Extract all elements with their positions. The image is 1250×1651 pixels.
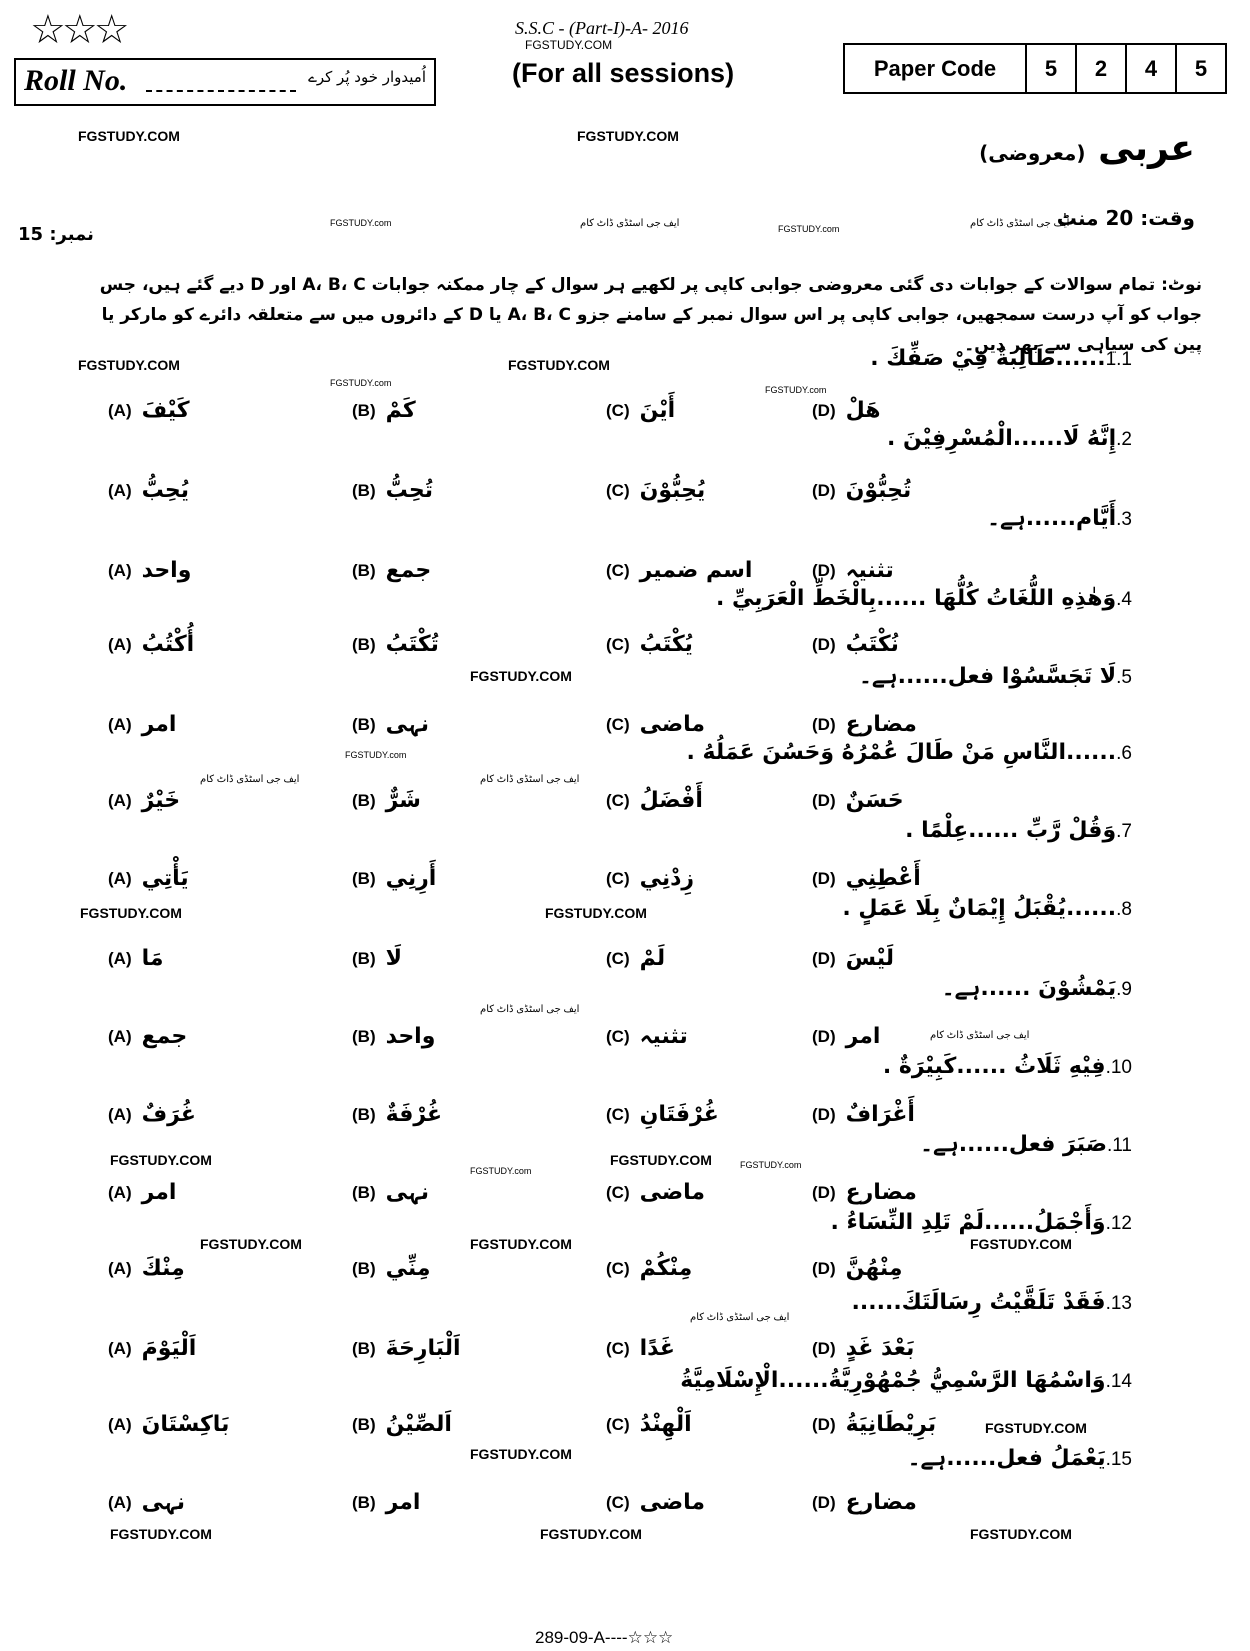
- site-watermark: ایف جی اسٹڈی ڈاٹ کام: [970, 218, 1070, 229]
- option-d[interactable]: [812, 1490, 917, 1515]
- question-text: ......طَالِبَةٌ فِيْ صَفِّكَ .: [870, 346, 1106, 371]
- question-number: 13.: [1105, 1293, 1132, 1314]
- site-watermark: ایف جی اسٹڈی ڈاٹ کام: [930, 1030, 1030, 1041]
- option-c[interactable]: [606, 1490, 705, 1515]
- option-text: كَيْفَ: [141, 398, 190, 423]
- total-marks: نمبر: 15: [18, 224, 94, 245]
- subject-subtitle: (معروضی): [979, 141, 1086, 165]
- question-number: 5.: [1116, 667, 1132, 688]
- option-text: امر: [141, 1180, 177, 1205]
- question-6: [687, 740, 1132, 765]
- site-watermark: FGSTUDY.COM: [110, 1152, 212, 1168]
- option-text: كَمْ: [385, 398, 416, 423]
- option-label: (C): [606, 1258, 630, 1278]
- roll-instruction: اُمیدوار خود پُر کرے: [308, 68, 426, 86]
- option-label: (D): [812, 634, 836, 654]
- option-label: (D): [812, 1492, 836, 1512]
- option-c[interactable]: [606, 712, 705, 737]
- option-text: واحد: [141, 558, 192, 583]
- option-a[interactable]: [108, 866, 189, 891]
- option-text: أُكْتُبُ: [141, 632, 195, 657]
- paper-code-label: Paper Code: [873, 55, 997, 81]
- option-text: مِنْهُنَّ: [845, 1256, 903, 1281]
- question-number: 10.: [1105, 1057, 1132, 1078]
- option-text: تُحِبُّوْنَ: [845, 478, 912, 503]
- option-a[interactable]: [108, 1024, 187, 1049]
- option-text: مضارع: [845, 1490, 917, 1515]
- option-text: نہی: [141, 1490, 186, 1515]
- option-text: ماضی: [639, 1490, 706, 1515]
- site-watermark: ایف جی اسٹڈی ڈاٹ کام: [480, 774, 580, 785]
- option-label: (C): [606, 480, 630, 500]
- option-d[interactable]: [812, 712, 917, 737]
- option-b[interactable]: [352, 478, 433, 503]
- option-label: (C): [606, 1104, 630, 1124]
- option-text: تثنیہ: [845, 558, 894, 583]
- option-c[interactable]: [606, 866, 694, 891]
- option-text: لَا: [385, 946, 402, 971]
- option-text: غُرْفَةٌ: [385, 1102, 443, 1127]
- option-b[interactable]: [352, 1180, 429, 1205]
- question-number: 7.: [1116, 821, 1132, 842]
- option-text: هَلْ: [845, 398, 881, 423]
- question-13: [852, 1290, 1132, 1315]
- option-d[interactable]: [812, 946, 894, 971]
- site-watermark: FGSTUDY.COM: [545, 905, 647, 921]
- question-text: فِيْهِ ثَلَاثُ ......كَبِيْرَةٌ .: [882, 1054, 1106, 1079]
- site-watermark: FGSTUDY.COM: [200, 1236, 302, 1252]
- question-number: 2.: [1116, 429, 1132, 450]
- option-label: (B): [352, 1104, 376, 1124]
- option-label: (A): [108, 560, 132, 580]
- question-text: وَقُلْ رَّبِّ ......عِلْمًا .: [905, 818, 1117, 843]
- option-text: امر: [141, 712, 177, 737]
- question-2: [887, 426, 1132, 451]
- option-text: مِنْكَ: [141, 1256, 185, 1281]
- option-b[interactable]: [352, 1256, 430, 1281]
- option-a[interactable]: [108, 788, 180, 813]
- option-text: شَرٌّ: [385, 788, 421, 813]
- option-label: (B): [352, 634, 376, 654]
- option-text: نہی: [385, 1180, 430, 1205]
- question-14: [680, 1368, 1132, 1393]
- site-watermark: FGSTUDY.com: [330, 218, 392, 228]
- option-c[interactable]: [606, 788, 703, 813]
- option-text: لَيْسَ: [845, 946, 894, 971]
- option-b[interactable]: [352, 558, 431, 583]
- option-c[interactable]: [606, 478, 705, 503]
- star-icons: ☆☆☆: [30, 7, 126, 53]
- option-text: حَسَنٌ: [845, 788, 904, 813]
- option-text: يُكْتَبُ: [639, 632, 693, 657]
- option-text: أَغْرَافٌ: [845, 1102, 915, 1127]
- question-15: [908, 1446, 1132, 1471]
- option-label: (C): [606, 714, 630, 734]
- option-label: (C): [606, 400, 630, 420]
- option-text: نُكْتَبُ: [845, 632, 899, 657]
- option-text: أَعْطِنِي: [845, 866, 921, 891]
- site-watermark: ایف جی اسٹڈی ڈاٹ کام: [690, 1312, 790, 1323]
- option-label: (D): [812, 1258, 836, 1278]
- option-label: (A): [108, 1258, 132, 1278]
- question-number: 8.: [1116, 899, 1132, 920]
- option-c[interactable]: [606, 1102, 719, 1127]
- option-label: (A): [108, 634, 132, 654]
- time-allowed: وقت: 20 منٹ: [1056, 206, 1195, 230]
- option-label: (B): [352, 560, 376, 580]
- option-text: ماضی: [639, 1180, 706, 1205]
- option-text: غَدًا: [639, 1336, 675, 1361]
- option-a[interactable]: [108, 1180, 176, 1205]
- option-c[interactable]: [606, 946, 665, 971]
- option-a[interactable]: [108, 946, 164, 971]
- site-watermark: FGSTUDY.COM: [985, 1420, 1087, 1436]
- option-b[interactable]: [352, 1490, 420, 1515]
- site-watermark: FGSTUDY.COM: [610, 1152, 712, 1168]
- option-label: (D): [812, 1182, 836, 1202]
- site-watermark: FGSTUDY.COM: [970, 1236, 1072, 1252]
- option-label: (C): [606, 948, 630, 968]
- site-watermark: FGSTUDY.com: [330, 378, 392, 388]
- site-watermark: FGSTUDY.COM: [110, 1526, 212, 1542]
- option-text: اسم ضمیر: [639, 558, 753, 583]
- option-label: (C): [606, 1492, 630, 1512]
- question-number: 1.1: [1105, 349, 1132, 370]
- option-text: لَمْ: [639, 946, 666, 971]
- site-watermark: FGSTUDY.COM: [525, 38, 613, 52]
- option-b[interactable]: [352, 632, 439, 657]
- option-text: واحد: [385, 1024, 436, 1049]
- roll-number-box[interactable]: [14, 58, 436, 106]
- site-watermark: FGSTUDY.com: [345, 750, 407, 760]
- question-4: [716, 586, 1132, 611]
- option-d[interactable]: [812, 1024, 880, 1049]
- option-a[interactable]: [108, 1490, 185, 1515]
- option-a[interactable]: [108, 478, 189, 503]
- option-text: غُرْفَتَانِ: [639, 1102, 719, 1127]
- option-text: يُحِبُّوْنَ: [639, 478, 706, 503]
- option-a[interactable]: [108, 632, 194, 657]
- site-watermark: FGSTUDY.COM: [577, 128, 679, 144]
- option-text: مضارع: [845, 1180, 917, 1205]
- question-text: وَاسْمُهَا الرَّسْمِيُّ جُمْهُوْرِيَّةُ......الْإِسْلَامِيَّةُ: [680, 1368, 1106, 1393]
- option-label: (A): [108, 714, 132, 734]
- question-text: ......النَّاسِ مَنْ طَالَ عُمْرُهُ وَحَسُنَ عَمَلُهُ .: [686, 740, 1117, 765]
- option-a[interactable]: [108, 1256, 185, 1281]
- option-label: (C): [606, 1182, 630, 1202]
- option-a[interactable]: [108, 1102, 196, 1127]
- option-label: (D): [812, 1414, 836, 1434]
- question-text: وَهٰذِهِ اللُّغَاتُ كُلُّهَا ......بِالْخَطِّ الْعَرَبِيِّ .: [715, 586, 1117, 611]
- paper-code-digit: 4: [1125, 45, 1175, 92]
- site-watermark: ایف جی اسٹڈی ڈاٹ کام: [200, 774, 300, 785]
- question-9: [942, 976, 1132, 1001]
- option-c[interactable]: [606, 1336, 675, 1361]
- option-label: (B): [352, 400, 376, 420]
- option-b[interactable]: [352, 866, 436, 891]
- option-c[interactable]: [606, 1412, 692, 1437]
- option-text: يَأْتِي: [141, 866, 189, 891]
- question-number: 4.: [1116, 589, 1132, 610]
- site-watermark: FGSTUDY.COM: [78, 128, 180, 144]
- question-5: [859, 664, 1132, 689]
- site-watermark: FGSTUDY.COM: [470, 1446, 572, 1462]
- option-d[interactable]: [812, 1336, 914, 1361]
- question-number: 3.: [1116, 509, 1132, 530]
- option-text: يُحِبُّ: [141, 478, 190, 503]
- site-watermark: FGSTUDY.COM: [470, 668, 572, 684]
- question-text: إِنَّهُ لَا......الْمُسْرِفِيْنَ .: [886, 426, 1117, 451]
- option-label: (C): [606, 790, 630, 810]
- option-a[interactable]: [108, 712, 176, 737]
- option-label: (B): [352, 1338, 376, 1358]
- option-text: بَرِيْطَانِيَةُ: [845, 1412, 937, 1437]
- site-watermark: FGSTUDY.COM: [470, 1236, 572, 1252]
- option-d[interactable]: [812, 1412, 936, 1437]
- option-text: جمع: [385, 558, 432, 583]
- option-text: تُحِبُّ: [385, 478, 434, 503]
- option-label: (D): [812, 560, 836, 580]
- option-label: (D): [812, 714, 836, 734]
- option-label: (D): [812, 790, 836, 810]
- option-a[interactable]: [108, 1336, 196, 1361]
- option-label: (A): [108, 400, 132, 420]
- option-text: امر: [385, 1490, 421, 1515]
- option-text: أَيْنَ: [639, 398, 676, 423]
- option-label: (D): [812, 1338, 836, 1358]
- option-b[interactable]: [352, 1412, 452, 1437]
- option-label: (A): [108, 1026, 132, 1046]
- option-text: خَيْرٌ: [141, 788, 181, 813]
- option-d[interactable]: [812, 1256, 903, 1281]
- option-text: غُرَفٌ: [141, 1102, 196, 1127]
- option-b[interactable]: [352, 398, 416, 423]
- option-label: (A): [108, 1104, 132, 1124]
- question-number: 6.: [1116, 743, 1132, 764]
- option-label: (C): [606, 1414, 630, 1434]
- option-c[interactable]: [606, 398, 675, 423]
- option-text: أَفْضَلُ: [639, 788, 703, 813]
- site-watermark: FGSTUDY.COM: [508, 357, 610, 373]
- paper-code-digit: 5: [1025, 45, 1075, 92]
- option-text: مضارع: [845, 712, 917, 737]
- site-watermark: ایف جی اسٹڈی ڈاٹ کام: [580, 218, 680, 229]
- option-label: (C): [606, 1338, 630, 1358]
- option-label: (D): [812, 480, 836, 500]
- question-3: [987, 506, 1132, 531]
- option-label: (B): [352, 480, 376, 500]
- roll-label: Roll No.: [24, 64, 128, 97]
- question-text: فَقَدْ تَلَقَّيْتُ رِسَالَتَكَ......: [851, 1290, 1106, 1315]
- question-text: ......يُقْبَلُ إِيْمَانٌ بِلَا عَمَلٍ .: [842, 896, 1117, 921]
- option-label: (D): [812, 868, 836, 888]
- roll-number-line: [146, 90, 296, 92]
- subject-name: عربی: [1098, 128, 1195, 169]
- option-b[interactable]: [352, 1024, 435, 1049]
- option-d[interactable]: [812, 632, 899, 657]
- question-number: 9.: [1116, 979, 1132, 1000]
- option-label: (C): [606, 560, 630, 580]
- option-d[interactable]: [812, 1102, 915, 1127]
- option-d[interactable]: [812, 478, 911, 503]
- option-text: تثنیہ: [639, 1024, 688, 1049]
- question-1: [870, 346, 1132, 371]
- question-number: 15.: [1105, 1449, 1132, 1470]
- option-label: (B): [352, 1414, 376, 1434]
- option-text: اَلْيَوْمَ: [141, 1336, 197, 1361]
- option-d[interactable]: [812, 398, 881, 423]
- site-watermark: FGSTUDY.com: [778, 224, 840, 234]
- option-c[interactable]: [606, 1180, 705, 1205]
- option-text: بَاكِسْتَانَ: [141, 1412, 230, 1437]
- option-label: (B): [352, 1182, 376, 1202]
- site-watermark: ایف جی اسٹڈی ڈاٹ کام: [480, 1004, 580, 1015]
- paper-code-digit: 5: [1175, 45, 1225, 92]
- option-label: (D): [812, 948, 836, 968]
- question-7: [905, 818, 1132, 843]
- paper-code-box: [843, 43, 1227, 94]
- question-text: صَبَرَ فعل......ہے۔: [920, 1132, 1107, 1157]
- option-text: مِنِّي: [385, 1256, 431, 1281]
- option-b[interactable]: [352, 788, 421, 813]
- option-label: (B): [352, 948, 376, 968]
- question-number: 12.: [1105, 1213, 1132, 1234]
- subject-title: [979, 128, 1195, 169]
- option-label: (C): [606, 1026, 630, 1046]
- option-text: جمع: [141, 1024, 188, 1049]
- option-c[interactable]: [606, 632, 693, 657]
- option-d[interactable]: [812, 788, 904, 813]
- option-label: (A): [108, 868, 132, 888]
- option-b[interactable]: [352, 712, 429, 737]
- option-label: (A): [108, 1492, 132, 1512]
- site-watermark: FGSTUDY.COM: [80, 905, 182, 921]
- option-c[interactable]: [606, 558, 752, 583]
- question-10: [883, 1054, 1132, 1079]
- question-text: وَأَجْمَلُ......لَمْ تَلِدِ النِّسَاءُ .: [830, 1210, 1106, 1235]
- option-text: أَرِنِي: [385, 866, 437, 891]
- option-label: (B): [352, 1492, 376, 1512]
- option-label: (D): [812, 400, 836, 420]
- option-text: امر: [845, 1024, 881, 1049]
- option-label: (B): [352, 1026, 376, 1046]
- question-text: لَا تَجَسَّسُوْا فعل......ہے۔: [858, 664, 1117, 689]
- question-12: [831, 1210, 1133, 1235]
- option-label: (A): [108, 790, 132, 810]
- question-text: أَيَّام......ہے۔: [987, 506, 1117, 531]
- question-text: يَعْمَلُ فعل......ہے۔: [907, 1446, 1106, 1471]
- site-watermark: FGSTUDY.com: [765, 385, 827, 395]
- option-text: زِدْنِي: [639, 866, 695, 891]
- option-text: تُكْتَبُ: [385, 632, 439, 657]
- question-11: [920, 1132, 1132, 1157]
- question-number: 14.: [1105, 1371, 1132, 1392]
- sessions-label: (For all sessions): [512, 58, 735, 88]
- paper-code-digit: 2: [1075, 45, 1125, 92]
- option-c[interactable]: [606, 1256, 692, 1281]
- option-label: (B): [352, 868, 376, 888]
- option-label: (B): [352, 790, 376, 810]
- question-text: يَمْشُوْنَ ......ہے۔: [941, 976, 1117, 1001]
- option-label: (A): [108, 480, 132, 500]
- question-number: 11.: [1106, 1135, 1132, 1156]
- site-watermark: FGSTUDY.COM: [540, 1526, 642, 1542]
- option-text: ماضی: [639, 712, 706, 737]
- option-text: مِنْكُمْ: [639, 1256, 693, 1281]
- option-label: (D): [812, 1026, 836, 1046]
- option-label: (D): [812, 1104, 836, 1124]
- site-watermark: FGSTUDY.COM: [78, 357, 180, 373]
- option-text: مَا: [141, 946, 164, 971]
- option-text: اَلصِّيْنُ: [385, 1412, 452, 1437]
- option-text: نہی: [385, 712, 430, 737]
- option-label: (C): [606, 868, 630, 888]
- option-b[interactable]: [352, 1102, 442, 1127]
- exam-title: S.S.C - (Part-I)-A- 2016: [515, 18, 689, 38]
- question-8: [842, 896, 1132, 921]
- option-label: (B): [352, 714, 376, 734]
- option-text: بَعْدَ غَدٍ: [845, 1336, 915, 1361]
- option-label: (A): [108, 948, 132, 968]
- option-label: (A): [108, 1182, 132, 1202]
- option-label: (B): [352, 1258, 376, 1278]
- option-a[interactable]: [108, 558, 191, 583]
- option-d[interactable]: [812, 866, 921, 891]
- option-c[interactable]: [606, 1024, 688, 1049]
- option-b[interactable]: [352, 1336, 461, 1361]
- option-d[interactable]: [812, 1180, 917, 1205]
- footer-code: 289-09-A----☆☆☆: [535, 1628, 674, 1647]
- option-label: (C): [606, 634, 630, 654]
- instructions-note: نوٹ: تمام سوالات کے جوابات دی گئی معروضی جوابی کاپی پر لکھیے ہر سوال کے چار ممکنہ جوابات A، B، C اور D دیے گئے ہیں، جس جواب کو آپ درست سمجھیں، جوابی کاپی پر اس سوال نمبر کے سامنے جزو A، B، C یا D کے دائروں میں سے متعلقہ دائرے کو مارکر یا پین کی سیاہی سے بھر دیں۔: [99, 275, 1202, 355]
- option-a[interactable]: [108, 398, 190, 423]
- option-a[interactable]: [108, 1412, 229, 1437]
- site-watermark: FGSTUDY.COM: [970, 1526, 1072, 1542]
- site-watermark: FGSTUDY.com: [740, 1160, 802, 1170]
- site-watermark: FGSTUDY.com: [470, 1166, 532, 1176]
- option-label: (A): [108, 1338, 132, 1358]
- option-text: اَلْبَارِحَةَ: [385, 1336, 461, 1361]
- option-d[interactable]: [812, 558, 894, 583]
- option-text: اَلْهِنْدُ: [639, 1412, 692, 1437]
- option-b[interactable]: [352, 946, 402, 971]
- option-label: (A): [108, 1414, 132, 1434]
